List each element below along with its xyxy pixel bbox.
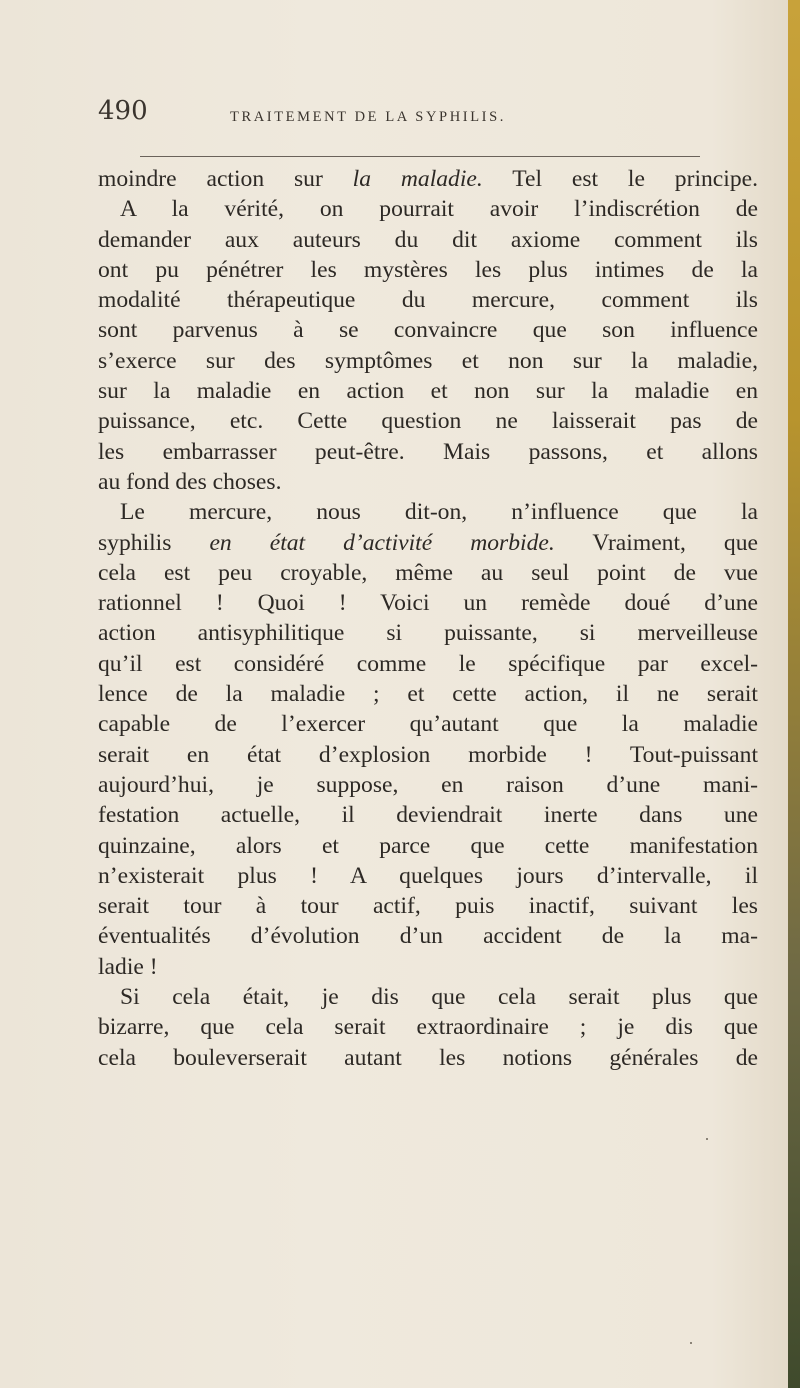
text-line: modalité thérapeutique du mercure, comment ils xyxy=(98,287,758,314)
text-line: Si cela était, je dis que cela serait plus que xyxy=(120,984,758,1011)
text-line: festation actuelle, il deviendrait inerte dans une xyxy=(98,802,758,829)
text-line: cela bouleverserait autant les notions générales de xyxy=(98,1044,758,1071)
page-number: 490 xyxy=(98,96,148,126)
text-line: syphilis en état d’activité morbide. Vraiment, que xyxy=(98,529,758,556)
page-edge xyxy=(788,0,800,1388)
body-text xyxy=(98,164,758,1073)
text-line: bizarre, que cela serait extraordinaire ; je dis que xyxy=(98,1014,758,1041)
text-line: serait en état d’explosion morbide ! Tout-puissant xyxy=(98,741,758,768)
text-line: qu’il est considéré comme le spécifique par excel- xyxy=(98,650,758,677)
text-line: s’exerce sur des symptômes et non sur la maladie, xyxy=(98,347,758,374)
text-line: ont pu pénétrer les mystères les plus intimes de la xyxy=(98,256,758,283)
text-line: aujourd’hui, je suppose, en raison d’une mani- xyxy=(98,771,758,798)
text-line: serait tour à tour actif, puis inactif, suivant les xyxy=(98,893,758,920)
text-line: n’existerait plus ! A quelques jours d’intervalle, il xyxy=(98,862,758,889)
page-header xyxy=(98,96,698,136)
running-title: TRAITEMENT DE LA SYPHILIS. xyxy=(230,109,506,125)
text-line: sont parvenus à se convaincre que son influence xyxy=(98,317,758,344)
paper-speck xyxy=(706,1138,708,1140)
text-line: capable de l’exercer qu’autant que la maladie xyxy=(98,711,758,738)
text-line: puissance, etc. Cette question ne laisserait pas de xyxy=(98,408,758,435)
text-line: cela est peu croyable, même au seul point de vue xyxy=(98,559,758,586)
text-line: demander aux auteurs du dit axiome comment ils xyxy=(98,226,758,253)
paper-speck xyxy=(690,1342,692,1344)
text-line: rationnel ! Quoi ! Voici un remède doué d’une xyxy=(98,590,758,617)
text-line: ladie ! xyxy=(98,953,158,980)
text-line: A la vérité, on pourrait avoir l’indiscrétion de xyxy=(120,196,758,223)
text-line: sur la maladie en action et non sur la maladie en xyxy=(98,378,758,405)
text-line: au fond des choses. xyxy=(98,468,282,495)
text-line: moindre action sur la maladie. Tel est le principe. xyxy=(98,166,758,192)
text-line: Le mercure, nous dit-on, n’influence que la xyxy=(120,499,758,526)
text-line: lence de la maladie ; et cette action, il ne serait xyxy=(98,681,758,708)
text-line: action antisyphilitique si puissante, si merveilleuse xyxy=(98,620,758,647)
text-line: les embarrasser peut-être. Mais passons, et allons xyxy=(98,438,758,465)
text-line: éventualités d’évolution d’un accident de la ma- xyxy=(98,923,758,950)
header-rule xyxy=(140,156,700,157)
text-line: quinzaine, alors et parce que cette manifestation xyxy=(98,832,758,859)
